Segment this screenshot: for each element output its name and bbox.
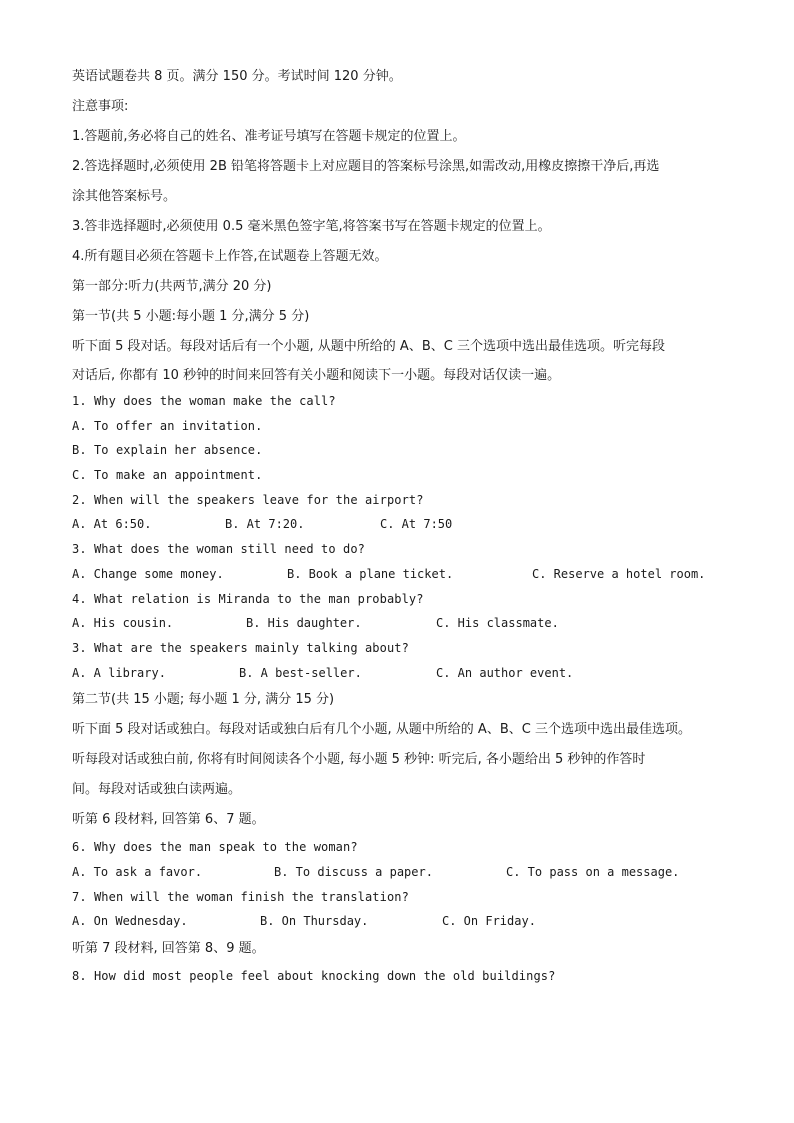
- question-2-options: [72, 512, 732, 537]
- section1-title: 第一节(共 5 小题:每小题 1 分,满分 5 分): [72, 309, 310, 324]
- section1-instructions-line2: 对话后, 你都有 10 秒钟的时间来回答有关小题和阅读下一小题。每段对话仅读一遍。: [72, 368, 561, 383]
- question-7-option-b: B. On Thursday.: [260, 914, 369, 929]
- notice-item-2-continued: 涂其他答案标号。: [72, 189, 177, 204]
- question-1-option-b: B. To explain her absence.: [72, 443, 263, 458]
- part1-title: 第一部分:听力(共两节,满分 20 分): [72, 279, 272, 294]
- section2-title: 第二节(共 15 小题; 每小题 1 分, 满分 15 分): [72, 692, 335, 708]
- notice-item-1: 1.答题前,务必将自己的姓名、准考证号填写在答题卡规定的位置上。: [72, 129, 466, 144]
- question-6-options: [72, 860, 732, 885]
- question-3-option-c: C. Reserve a hotel room.: [532, 566, 706, 581]
- section2-instructions-line1: 听下面 5 段对话或独白。每段对话或独白后有几个小题, 从题中所给的 A、B、C 三个选项中选出最佳选项。: [72, 722, 691, 738]
- question-3-option-b: B. Book a plane ticket.: [287, 566, 454, 581]
- section2-instructions-line3: 间。每段对话或独白读两遍。: [72, 782, 242, 798]
- section2-instructions-line2: 听每段对话或独白前, 你将有时间阅读各个小题, 每小题 5 秒钟: 听完后, 各小题给出 5 秒钟的作答时: [72, 752, 646, 768]
- material-6-heading: 听第 6 段材料, 回答第 6、7 题。: [72, 812, 265, 828]
- question-2-option-a: A. At 6:50.: [72, 517, 152, 532]
- question-7-option-c: C. On Friday.: [442, 914, 536, 929]
- question-6-option-c: C. To pass on a message.: [506, 864, 680, 879]
- question-2-option-b: B. At 7:20.: [225, 517, 305, 532]
- question-1-stem: 1. Why does the woman make the call?: [72, 394, 336, 408]
- question-8-stem: 8. How did most people feel about knocking down the old buildings?: [72, 969, 556, 983]
- question-2-option-c: C. At 7:50: [380, 517, 453, 532]
- question-6-option-b: B. To discuss a paper.: [274, 864, 433, 879]
- question-4-options: [72, 611, 732, 636]
- notice-item-2: 2.答选择题时,必须使用 2B 铅笔将答题卡上对应题目的答案标号涂黑,如需改动,用橡皮擦擦干净后,再选: [72, 159, 660, 174]
- question-7-options: [72, 909, 732, 934]
- question-3-stem: 3. What does the woman still need to do?: [72, 542, 365, 557]
- exam-page: [72, 62, 732, 989]
- question-5-option-a: A. A library.: [72, 665, 166, 680]
- question-2-stem: 2. When will the speakers leave for the airport?: [72, 492, 424, 507]
- exam-info-line: 英语试题卷共 8 页。满分 150 分。考试时间 120 分钟。: [72, 69, 402, 84]
- question-3-option-a: A. Change some money.: [72, 566, 224, 581]
- question-4-option-c: C. His classmate.: [436, 616, 559, 631]
- question-6-stem: 6. Why does the man speak to the woman?: [72, 840, 358, 855]
- question-4-stem: 4. What relation is Miranda to the man probably?: [72, 591, 424, 606]
- question-5-option-b: B. A best-seller.: [239, 665, 362, 680]
- question-4-option-b: B. His daughter.: [246, 616, 362, 631]
- question-4-option-a: A. His cousin.: [72, 616, 174, 631]
- notice-title: 注意事项:: [72, 99, 129, 114]
- material-7-heading: 听第 7 段材料, 回答第 8、9 题。: [72, 941, 265, 956]
- question-5-option-c: C. An author event.: [436, 665, 574, 680]
- question-1-option-a: A. To offer an invitation.: [72, 418, 263, 433]
- section1-instructions-line1: 听下面 5 段对话。每段对话后有一个小题, 从题中所给的 A、B、C 三个选项中选出最佳选项。听完每段: [72, 339, 665, 354]
- question-3-options: [72, 562, 732, 587]
- question-5-options: [72, 661, 732, 686]
- notice-item-3: 3.答非选择题时,必须使用 0.5 毫米黑色签字笔,将答案书写在答题卡规定的位置上。: [72, 219, 551, 234]
- question-5-stem: 3. What are the speakers mainly talking about?: [72, 640, 409, 655]
- question-1-option-c: C. To make an appointment.: [72, 468, 263, 483]
- question-6-option-a: A. To ask a favor.: [72, 864, 203, 879]
- question-7-option-a: A. On Wednesday.: [72, 914, 188, 929]
- question-7-stem: 7. When will the woman finish the translation?: [72, 889, 409, 904]
- notice-item-4: 4.所有题目必须在答题卡上作答,在试题卷上答题无效。: [72, 249, 388, 264]
